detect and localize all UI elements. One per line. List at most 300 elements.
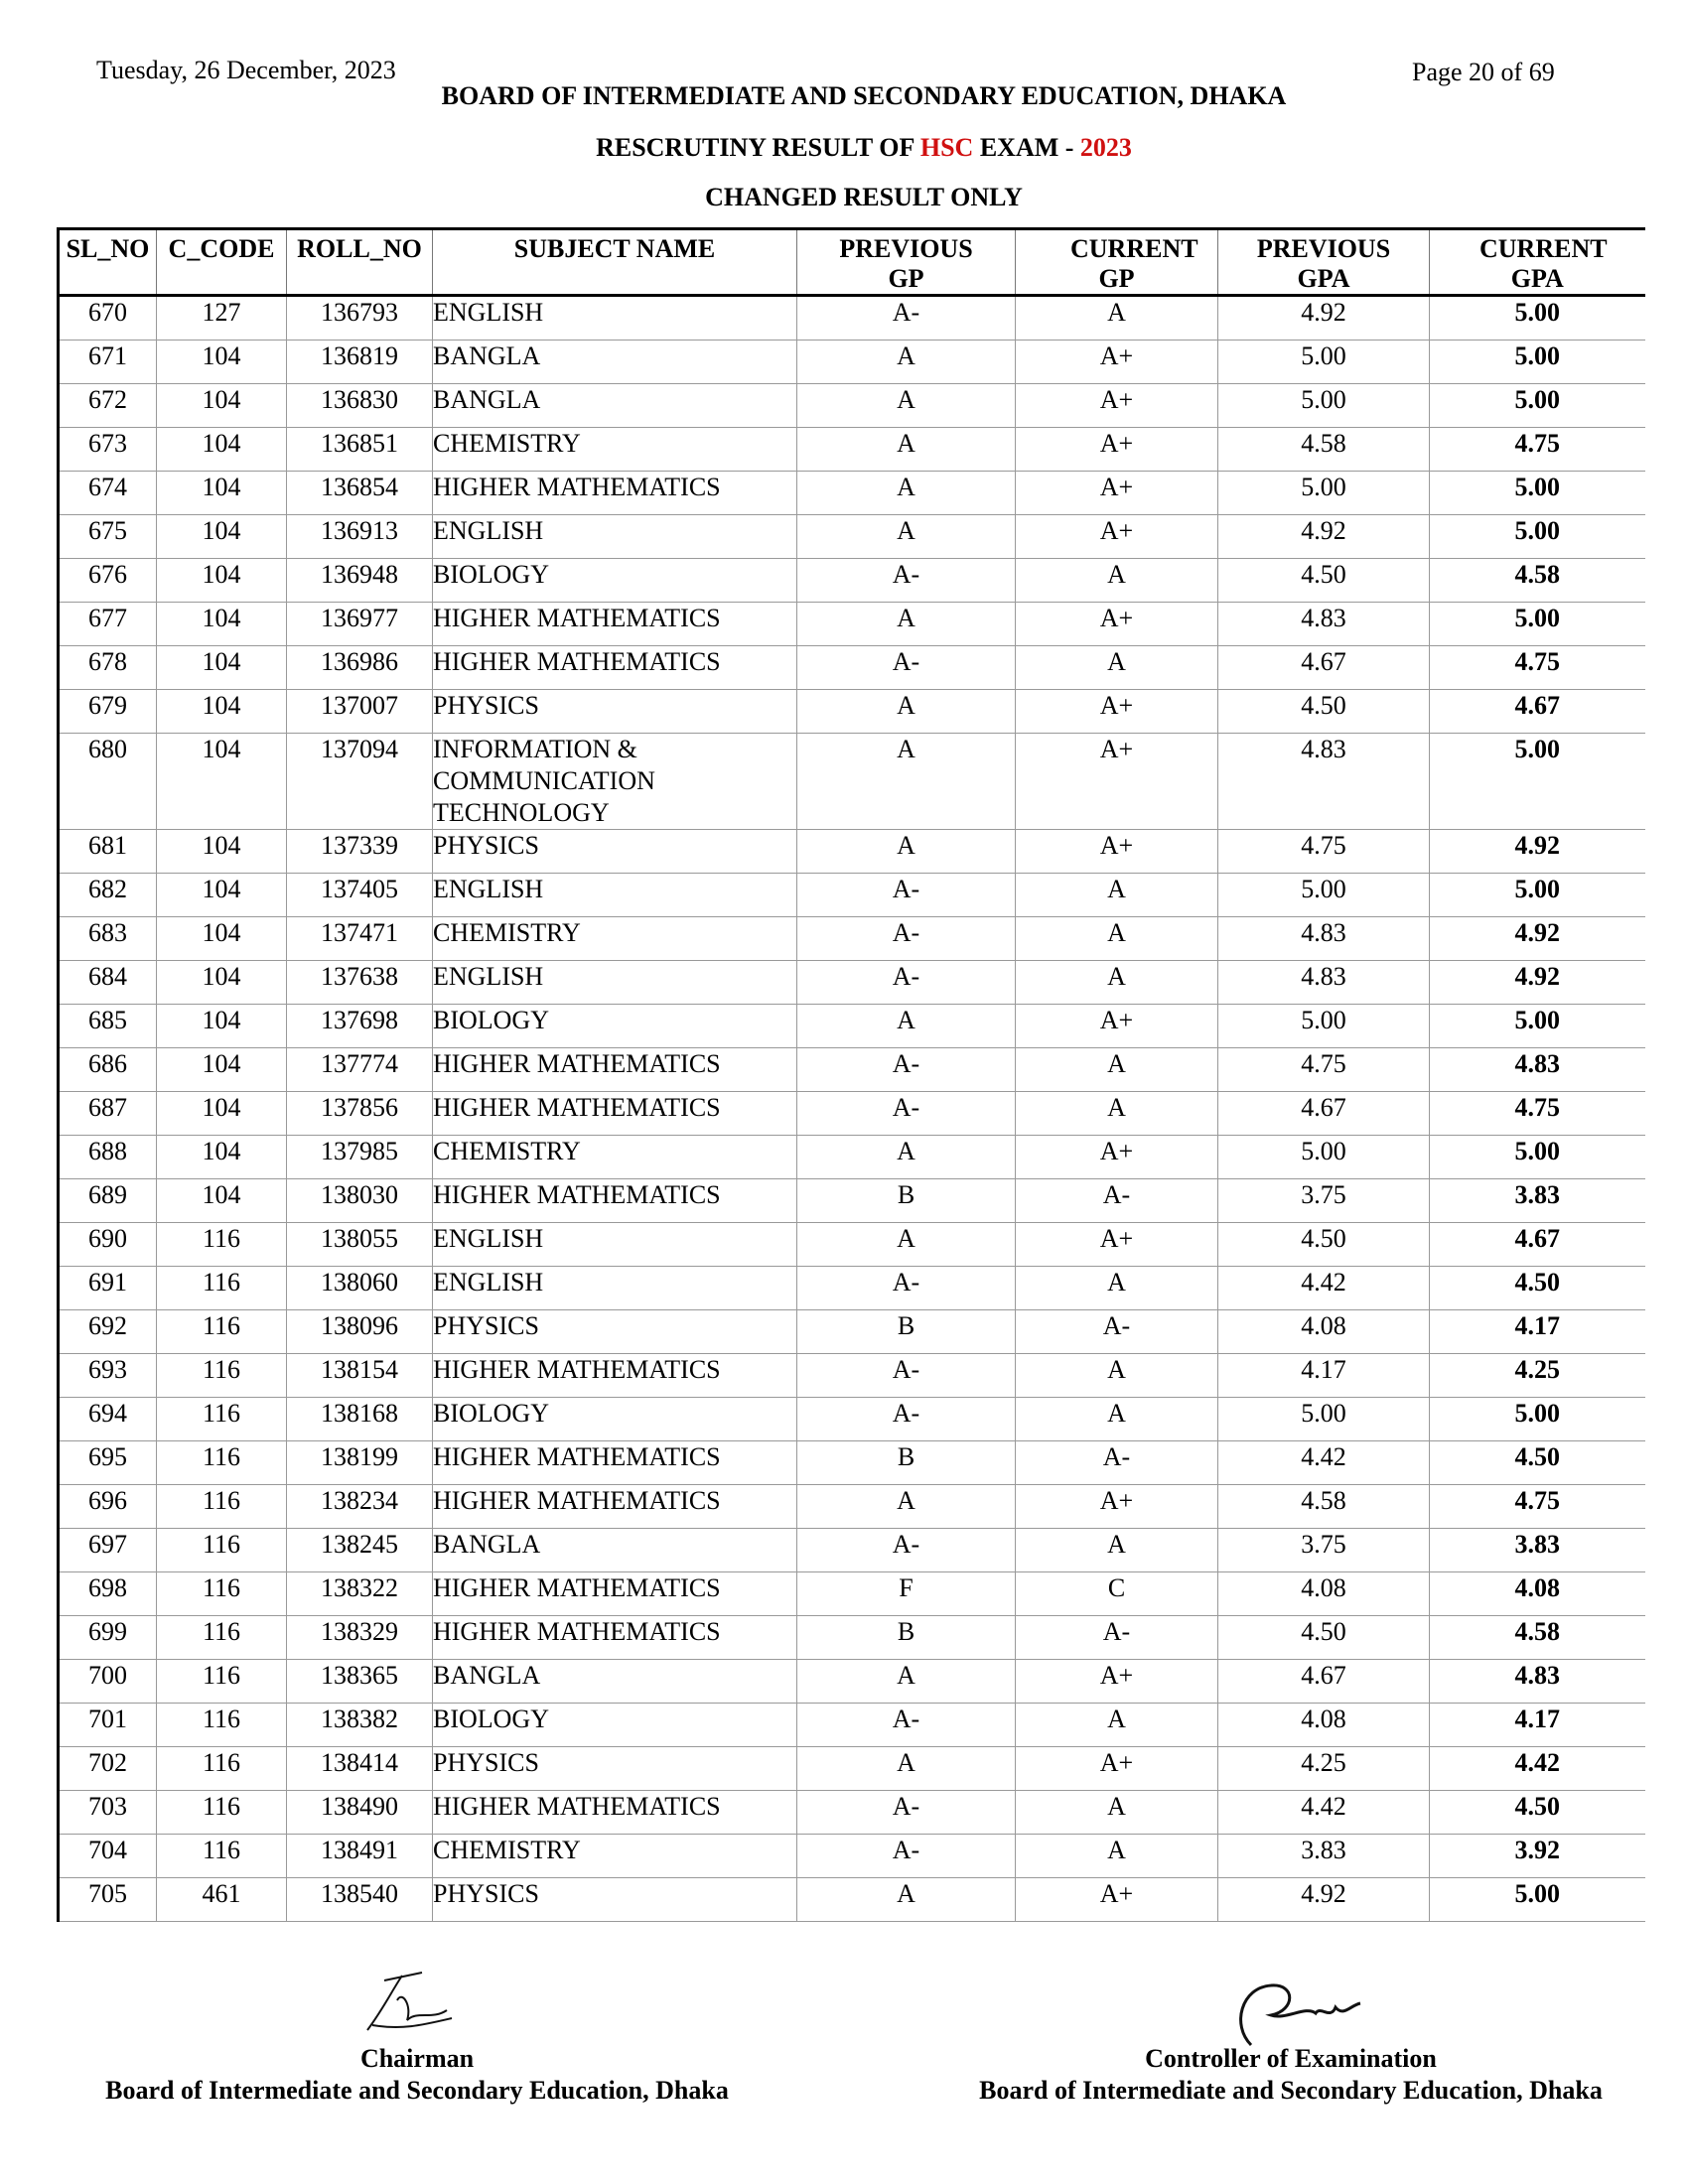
table-row [59, 1354, 1645, 1398]
roll-no-cell: 136986 [287, 646, 433, 690]
previous-gpa-cell: 5.00 [1218, 874, 1430, 917]
previous-gp-cell: A [797, 1223, 1016, 1267]
previous-gpa-cell: 4.58 [1218, 1485, 1430, 1529]
c-code-cell: 104 [157, 1048, 287, 1092]
current-gp-cell: A+ [1016, 428, 1218, 472]
current-gpa-cell: 5.00 [1430, 384, 1645, 428]
header-sl-no: SL_NO [59, 229, 157, 296]
current-gp-cell: A [1016, 1398, 1218, 1441]
roll-no-cell: 136948 [287, 559, 433, 603]
table-row [59, 1310, 1645, 1354]
current-gpa-cell: 4.75 [1430, 1092, 1645, 1136]
current-gpa-cell: 4.50 [1430, 1267, 1645, 1310]
roll-no-cell: 137471 [287, 917, 433, 961]
previous-gp-cell: A- [797, 1704, 1016, 1747]
c-code-cell: 104 [157, 384, 287, 428]
controller-org: Board of Intermediate and Secondary Education, Dhaka [979, 2076, 1603, 2105]
table-row [59, 296, 1645, 341]
sl-no-cell: 695 [59, 1441, 157, 1485]
table-row [59, 690, 1645, 734]
previous-gp-cell: A [797, 1878, 1016, 1922]
header-previous-gpa: PREVIOUS GPA [1218, 229, 1430, 296]
sl-no-cell: 674 [59, 472, 157, 515]
current-gp-cell: A+ [1016, 384, 1218, 428]
sl-no-cell: 675 [59, 515, 157, 559]
subject-name-cell: CHEMISTRY [433, 1136, 797, 1179]
subject-name-cell: PHYSICS [433, 1310, 797, 1354]
c-code-cell: 104 [157, 1136, 287, 1179]
page-number: Page 20 of 69 [1412, 58, 1555, 86]
previous-gp-cell: A [797, 690, 1016, 734]
subject-name-cell: CHEMISTRY [433, 428, 797, 472]
table-row [59, 1179, 1645, 1223]
roll-no-cell: 137339 [287, 830, 433, 874]
table-row [59, 1791, 1645, 1835]
current-gpa-cell: 5.00 [1430, 1398, 1645, 1441]
c-code-cell: 116 [157, 1747, 287, 1791]
subject-name-cell: INFORMATION & COMMUNICATION TECHNOLOGY [433, 734, 797, 830]
current-gp-cell: A- [1016, 1441, 1218, 1485]
previous-gpa-cell: 4.92 [1218, 515, 1430, 559]
current-gp-cell: A+ [1016, 341, 1218, 384]
current-gpa-cell: 4.92 [1430, 917, 1645, 961]
current-gpa-cell: 4.08 [1430, 1572, 1645, 1616]
previous-gpa-cell: 5.00 [1218, 384, 1430, 428]
previous-gp-cell: A- [797, 1092, 1016, 1136]
c-code-cell: 116 [157, 1660, 287, 1704]
table-row [59, 603, 1645, 646]
roll-no-cell: 136854 [287, 472, 433, 515]
current-gp-cell: A+ [1016, 1878, 1218, 1922]
previous-gpa-cell: 4.83 [1218, 734, 1430, 830]
roll-no-cell: 137698 [287, 1005, 433, 1048]
previous-gpa-cell: 3.83 [1218, 1835, 1430, 1878]
table-row [59, 1485, 1645, 1529]
previous-gp-cell: A- [797, 559, 1016, 603]
subject-name-cell: PHYSICS [433, 830, 797, 874]
header-roll-no: ROLL_NO [287, 229, 433, 296]
subject-name-cell: HIGHER MATHEMATICS [433, 1616, 797, 1660]
table-row [59, 1747, 1645, 1791]
sl-no-cell: 682 [59, 874, 157, 917]
c-code-cell: 104 [157, 961, 287, 1005]
previous-gpa-cell: 4.17 [1218, 1354, 1430, 1398]
roll-no-cell: 138382 [287, 1704, 433, 1747]
header-previous-gp: PREVIOUS GP [797, 229, 1016, 296]
roll-no-cell: 138322 [287, 1572, 433, 1616]
sl-no-cell: 694 [59, 1398, 157, 1441]
current-gp-cell: A [1016, 1092, 1218, 1136]
c-code-cell: 104 [157, 1005, 287, 1048]
header-subject-name: SUBJECT NAME [433, 229, 797, 296]
current-gpa-cell: 4.17 [1430, 1704, 1645, 1747]
c-code-cell: 116 [157, 1441, 287, 1485]
current-gp-cell: A- [1016, 1616, 1218, 1660]
previous-gp-cell: B [797, 1179, 1016, 1223]
current-gpa-cell: 4.92 [1430, 961, 1645, 1005]
sl-no-cell: 672 [59, 384, 157, 428]
chairman-signature-block [60, 2043, 774, 2107]
table-row [59, 559, 1645, 603]
sl-no-cell: 697 [59, 1529, 157, 1572]
roll-no-cell: 137094 [287, 734, 433, 830]
table-row [59, 1529, 1645, 1572]
current-gpa-cell: 5.00 [1430, 472, 1645, 515]
result-title-part: RESCRUTINY RESULT OF [596, 133, 920, 162]
subject-name-cell: ENGLISH [433, 961, 797, 1005]
sl-no-cell: 678 [59, 646, 157, 690]
previous-gpa-cell: 4.50 [1218, 1223, 1430, 1267]
subject-name-cell: PHYSICS [433, 1878, 797, 1922]
previous-gp-cell: A- [797, 1048, 1016, 1092]
sl-no-cell: 699 [59, 1616, 157, 1660]
current-gp-cell: A+ [1016, 690, 1218, 734]
current-gp-cell: A+ [1016, 472, 1218, 515]
sl-no-cell: 703 [59, 1791, 157, 1835]
c-code-cell: 116 [157, 1791, 287, 1835]
roll-no-cell: 136913 [287, 515, 433, 559]
c-code-cell: 127 [157, 296, 287, 341]
sl-no-cell: 700 [59, 1660, 157, 1704]
table-row [59, 830, 1645, 874]
current-gpa-cell: 5.00 [1430, 296, 1645, 341]
roll-no-cell: 138096 [287, 1310, 433, 1354]
roll-no-cell: 138365 [287, 1660, 433, 1704]
sl-no-cell: 691 [59, 1267, 157, 1310]
table-row [59, 1660, 1645, 1704]
current-gpa-cell: 4.25 [1430, 1354, 1645, 1398]
table-row [59, 1048, 1645, 1092]
roll-no-cell: 138245 [287, 1529, 433, 1572]
current-gpa-cell: 3.92 [1430, 1835, 1645, 1878]
sl-no-cell: 685 [59, 1005, 157, 1048]
current-gpa-cell: 4.58 [1430, 1616, 1645, 1660]
roll-no-cell: 138414 [287, 1747, 433, 1791]
current-gpa-cell: 3.83 [1430, 1179, 1645, 1223]
subject-name-cell: ENGLISH [433, 874, 797, 917]
subject-name-cell: BIOLOGY [433, 559, 797, 603]
c-code-cell: 104 [157, 690, 287, 734]
c-code-cell: 104 [157, 341, 287, 384]
current-gp-cell: A+ [1016, 734, 1218, 830]
current-gp-cell: A [1016, 961, 1218, 1005]
sl-no-cell: 679 [59, 690, 157, 734]
previous-gpa-cell: 4.75 [1218, 830, 1430, 874]
c-code-cell: 461 [157, 1878, 287, 1922]
current-gp-cell: A+ [1016, 1485, 1218, 1529]
table-header-row [59, 229, 1645, 296]
roll-no-cell: 137774 [287, 1048, 433, 1092]
roll-no-cell: 136830 [287, 384, 433, 428]
subject-name-cell: BANGLA [433, 1660, 797, 1704]
previous-gpa-cell: 4.25 [1218, 1747, 1430, 1791]
roll-no-cell: 138491 [287, 1835, 433, 1878]
previous-gp-cell: A [797, 428, 1016, 472]
table-row [59, 1005, 1645, 1048]
results-table [57, 227, 1645, 1922]
c-code-cell: 104 [157, 874, 287, 917]
previous-gp-cell: A [797, 1660, 1016, 1704]
roll-no-cell: 136977 [287, 603, 433, 646]
roll-no-cell: 136851 [287, 428, 433, 472]
subject-name-cell: HIGHER MATHEMATICS [433, 1048, 797, 1092]
previous-gpa-cell: 5.00 [1218, 1136, 1430, 1179]
chairman-org: Board of Intermediate and Secondary Education, Dhaka [105, 2076, 729, 2105]
previous-gp-cell: A [797, 341, 1016, 384]
previous-gp-cell: A [797, 1485, 1016, 1529]
c-code-cell: 104 [157, 603, 287, 646]
previous-gpa-cell: 5.00 [1218, 1005, 1430, 1048]
previous-gp-cell: A- [797, 1354, 1016, 1398]
table-row [59, 961, 1645, 1005]
table-row [59, 341, 1645, 384]
header-current-gpa: CURRENT GPA [1430, 229, 1645, 296]
roll-no-cell: 138055 [287, 1223, 433, 1267]
roll-no-cell: 138329 [287, 1616, 433, 1660]
subject-name-cell: BANGLA [433, 1529, 797, 1572]
table-row [59, 428, 1645, 472]
c-code-cell: 104 [157, 1092, 287, 1136]
current-gpa-cell: 4.83 [1430, 1048, 1645, 1092]
current-gp-cell: A+ [1016, 1747, 1218, 1791]
previous-gpa-cell: 4.08 [1218, 1310, 1430, 1354]
sl-no-cell: 683 [59, 917, 157, 961]
table-row [59, 917, 1645, 961]
current-gp-cell: A [1016, 559, 1218, 603]
current-gp-cell: A+ [1016, 1005, 1218, 1048]
current-gp-cell: A [1016, 1354, 1218, 1398]
subject-name-cell: HIGHER MATHEMATICS [433, 1441, 797, 1485]
previous-gpa-cell: 4.67 [1218, 1092, 1430, 1136]
previous-gpa-cell: 4.83 [1218, 917, 1430, 961]
subject-name-cell: HIGHER MATHEMATICS [433, 1092, 797, 1136]
sl-no-cell: 677 [59, 603, 157, 646]
previous-gp-cell: A [797, 1136, 1016, 1179]
current-gpa-cell: 4.67 [1430, 690, 1645, 734]
previous-gpa-cell: 5.00 [1218, 472, 1430, 515]
previous-gp-cell: A [797, 830, 1016, 874]
c-code-cell: 116 [157, 1310, 287, 1354]
current-gp-cell: A+ [1016, 515, 1218, 559]
previous-gp-cell: A- [797, 874, 1016, 917]
sl-no-cell: 704 [59, 1835, 157, 1878]
current-gp-cell: A+ [1016, 603, 1218, 646]
subject-name-cell: BIOLOGY [433, 1704, 797, 1747]
current-gp-cell: A+ [1016, 1660, 1218, 1704]
current-gpa-cell: 4.42 [1430, 1747, 1645, 1791]
print-date: Tuesday, 26 December, 2023 [96, 56, 396, 84]
current-gp-cell: A [1016, 1791, 1218, 1835]
previous-gpa-cell: 3.75 [1218, 1179, 1430, 1223]
roll-no-cell: 137007 [287, 690, 433, 734]
subject-name-cell: CHEMISTRY [433, 917, 797, 961]
sl-no-cell: 693 [59, 1354, 157, 1398]
subject-name-cell: HIGHER MATHEMATICS [433, 1179, 797, 1223]
subject-name-cell: ENGLISH [433, 1267, 797, 1310]
sl-no-cell: 705 [59, 1878, 157, 1922]
table-row [59, 1704, 1645, 1747]
previous-gp-cell: A- [797, 917, 1016, 961]
current-gp-cell: A [1016, 1048, 1218, 1092]
roll-no-cell: 137985 [287, 1136, 433, 1179]
c-code-cell: 104 [157, 830, 287, 874]
roll-no-cell: 137638 [287, 961, 433, 1005]
subject-name-cell: ENGLISH [433, 296, 797, 341]
sl-no-cell: 673 [59, 428, 157, 472]
header-current-gp: CURRENT GP [1016, 229, 1218, 296]
current-gpa-cell: 4.75 [1430, 428, 1645, 472]
header-c-code: C_CODE [157, 229, 287, 296]
roll-no-cell: 138030 [287, 1179, 433, 1223]
subject-name-cell: BANGLA [433, 341, 797, 384]
current-gpa-cell: 4.75 [1430, 646, 1645, 690]
table-row [59, 384, 1645, 428]
roll-no-cell: 138168 [287, 1398, 433, 1441]
c-code-cell: 116 [157, 1572, 287, 1616]
previous-gpa-cell: 4.92 [1218, 296, 1430, 341]
controller-title: Controller of Examination [1145, 2044, 1437, 2073]
current-gpa-cell: 5.00 [1430, 1136, 1645, 1179]
current-gpa-cell: 5.00 [1430, 874, 1645, 917]
current-gp-cell: A [1016, 646, 1218, 690]
subject-name-cell: HIGHER MATHEMATICS [433, 1572, 797, 1616]
current-gpa-cell: 5.00 [1430, 1878, 1645, 1922]
result-title [0, 133, 1688, 163]
table-row [59, 1572, 1645, 1616]
chairman-title: Chairman [359, 2044, 475, 2073]
current-gpa-cell: 4.17 [1430, 1310, 1645, 1354]
previous-gpa-cell: 4.83 [1218, 961, 1430, 1005]
previous-gp-cell: A- [797, 296, 1016, 341]
roll-no-cell: 138060 [287, 1267, 433, 1310]
current-gp-cell: A [1016, 1267, 1218, 1310]
table-row [59, 472, 1645, 515]
controller-signature-block [933, 2043, 1648, 2107]
current-gp-cell: A- [1016, 1310, 1218, 1354]
current-gpa-cell: 4.58 [1430, 559, 1645, 603]
previous-gpa-cell: 4.75 [1218, 1048, 1430, 1092]
current-gp-cell: A [1016, 1835, 1218, 1878]
current-gpa-cell: 4.92 [1430, 830, 1645, 874]
c-code-cell: 116 [157, 1398, 287, 1441]
roll-no-cell: 138234 [287, 1485, 433, 1529]
roll-no-cell: 138199 [287, 1441, 433, 1485]
c-code-cell: 104 [157, 472, 287, 515]
board-title: BOARD OF INTERMEDIATE AND SECONDARY EDUCATION, DHAKA [441, 81, 1287, 110]
roll-no-cell: 138490 [287, 1791, 433, 1835]
table-row [59, 1136, 1645, 1179]
current-gp-cell: A [1016, 917, 1218, 961]
sl-no-cell: 681 [59, 830, 157, 874]
current-gpa-cell: 5.00 [1430, 341, 1645, 384]
sl-no-cell: 692 [59, 1310, 157, 1354]
c-code-cell: 116 [157, 1223, 287, 1267]
sl-no-cell: 670 [59, 296, 157, 341]
current-gpa-cell: 5.00 [1430, 1005, 1645, 1048]
previous-gp-cell: A [797, 603, 1016, 646]
current-gpa-cell: 5.00 [1430, 734, 1645, 830]
sl-no-cell: 687 [59, 1092, 157, 1136]
previous-gp-cell: A- [797, 961, 1016, 1005]
exam-name: HSC [919, 133, 974, 162]
table-row [59, 1835, 1645, 1878]
previous-gp-cell: F [797, 1572, 1016, 1616]
subject-name-cell: PHYSICS [433, 690, 797, 734]
current-gp-cell: A+ [1016, 830, 1218, 874]
current-gpa-cell: 4.75 [1430, 1485, 1645, 1529]
current-gp-cell: A- [1016, 1179, 1218, 1223]
current-gpa-cell: 4.50 [1430, 1791, 1645, 1835]
subject-name-cell: HIGHER MATHEMATICS [433, 472, 797, 515]
c-code-cell: 104 [157, 646, 287, 690]
previous-gpa-cell: 4.42 [1218, 1441, 1430, 1485]
sl-no-cell: 684 [59, 961, 157, 1005]
roll-no-cell: 138540 [287, 1878, 433, 1922]
previous-gpa-cell: 4.67 [1218, 646, 1430, 690]
subject-name-cell: HIGHER MATHEMATICS [433, 646, 797, 690]
subject-name-cell: HIGHER MATHEMATICS [433, 603, 797, 646]
table-row [59, 1223, 1645, 1267]
roll-no-cell: 136819 [287, 341, 433, 384]
previous-gpa-cell: 3.75 [1218, 1529, 1430, 1572]
c-code-cell: 116 [157, 1835, 287, 1878]
sl-no-cell: 688 [59, 1136, 157, 1179]
table-row [59, 646, 1645, 690]
table-row [59, 1441, 1645, 1485]
table-row [59, 1092, 1645, 1136]
previous-gpa-cell: 4.50 [1218, 559, 1430, 603]
subject-name-cell: HIGHER MATHEMATICS [433, 1791, 797, 1835]
subject-name-cell: CHEMISTRY [433, 1835, 797, 1878]
previous-gp-cell: A- [797, 1529, 1016, 1572]
sl-no-cell: 698 [59, 1572, 157, 1616]
roll-no-cell: 138154 [287, 1354, 433, 1398]
c-code-cell: 104 [157, 559, 287, 603]
current-gp-cell: A+ [1016, 1223, 1218, 1267]
previous-gp-cell: A [797, 1747, 1016, 1791]
previous-gp-cell: B [797, 1310, 1016, 1354]
subject-name-cell: HIGHER MATHEMATICS [433, 1485, 797, 1529]
sl-no-cell: 671 [59, 341, 157, 384]
previous-gpa-cell: 4.83 [1218, 603, 1430, 646]
sl-no-cell: 676 [59, 559, 157, 603]
previous-gp-cell: B [797, 1616, 1016, 1660]
current-gp-cell: C [1016, 1572, 1218, 1616]
previous-gp-cell: A- [797, 1835, 1016, 1878]
sl-no-cell: 690 [59, 1223, 157, 1267]
c-code-cell: 116 [157, 1354, 287, 1398]
current-gpa-cell: 4.50 [1430, 1441, 1645, 1485]
table-row [59, 734, 1645, 830]
previous-gpa-cell: 4.50 [1218, 690, 1430, 734]
previous-gpa-cell: 4.42 [1218, 1267, 1430, 1310]
c-code-cell: 104 [157, 917, 287, 961]
current-gpa-cell: 5.00 [1430, 603, 1645, 646]
previous-gpa-cell: 4.50 [1218, 1616, 1430, 1660]
exam-year: 2023 [1079, 133, 1132, 162]
table-row [59, 1267, 1645, 1310]
current-gpa-cell: 3.83 [1430, 1529, 1645, 1572]
previous-gpa-cell: 5.00 [1218, 341, 1430, 384]
table-row [59, 515, 1645, 559]
previous-gp-cell: A- [797, 646, 1016, 690]
c-code-cell: 116 [157, 1704, 287, 1747]
sl-no-cell: 686 [59, 1048, 157, 1092]
previous-gp-cell: B [797, 1441, 1016, 1485]
previous-gpa-cell: 4.67 [1218, 1660, 1430, 1704]
table-row [59, 874, 1645, 917]
sl-no-cell: 696 [59, 1485, 157, 1529]
